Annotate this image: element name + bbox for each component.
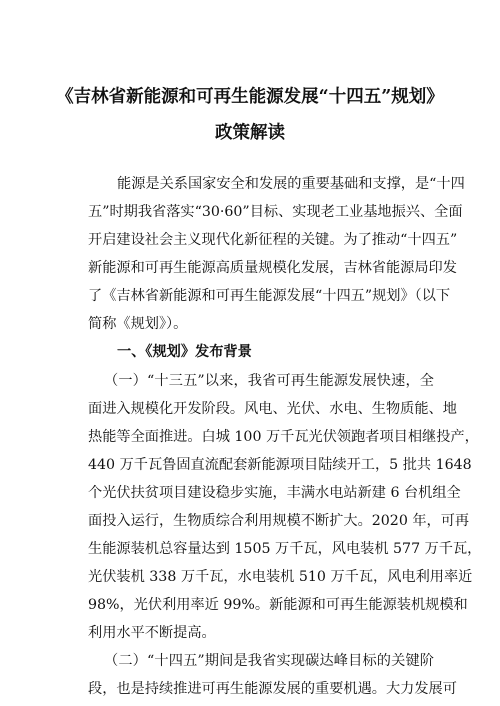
paragraph-line: 98%，光伏利用率近 99%。新能源和可再生能源装机规模和 [88, 597, 468, 613]
paragraph-line: 新能源和可再生能源高质量规模化发展，吉林省能源局印发 [88, 260, 457, 276]
paragraph-line: 生能源装机总容量达到 1505 万千瓦，风电装机 577 万千瓦， [88, 541, 482, 557]
document-title: 《吉林省新能源和可再生能源发展“十四五”规划》 [56, 87, 444, 107]
section-heading: 一、《规划》发布背景 [117, 344, 252, 360]
paragraph-line: 面投入运行，生物质综合利用规模不断扩大。2020 年，可再 [88, 513, 470, 529]
paragraph-line: 开启建设社会主义现代化新征程的关键。为了推动“十四五” [88, 232, 458, 248]
paragraph-line: 面进入规模化开发阶段。风电、光伏、水电、生物质能、地 [88, 401, 457, 417]
document-subtitle: 政策解读 [215, 123, 285, 143]
paragraph-line: 光伏装机 338 万千瓦，水电装机 510 万千瓦，风电利用率近 [88, 569, 473, 585]
paragraph-line: 利用水平不断提高。 [88, 625, 216, 641]
paragraph-line: 440 万千瓦鲁固直流配套新能源项目陆续开工，5 批共 1648 [88, 457, 472, 473]
paragraph-line: 五”时期我省落实“30·60”目标、实现老工业基地振兴、全面 [88, 204, 463, 220]
paragraph-line: 简称《规划》）。 [88, 316, 188, 332]
paragraph-line: （一）“十三五”以来，我省可再生能源发展快速，全 [104, 373, 434, 389]
paragraph-line: 能源是关系国家安全和发展的重要基础和支撑，是“十四 [117, 176, 465, 192]
paragraph-line: 个光伏扶贫项目建设稳步实施，丰满水电站新建 6 台机组全 [88, 485, 461, 501]
paragraph-line: 了《吉林省新能源和可再生能源发展“十四五”规划》（以下 [88, 288, 451, 304]
paragraph-line: 段，也是持续推进可再生能源发展的重要机遇。大力发展可 [88, 681, 457, 697]
paragraph-line: （二）“十四五”期间是我省实现碳达峰目标的关键阶 [104, 653, 434, 669]
paragraph-line: 热能等全面推进。白城 100 万千瓦光伏领跑者项目相继投产， [88, 429, 479, 445]
